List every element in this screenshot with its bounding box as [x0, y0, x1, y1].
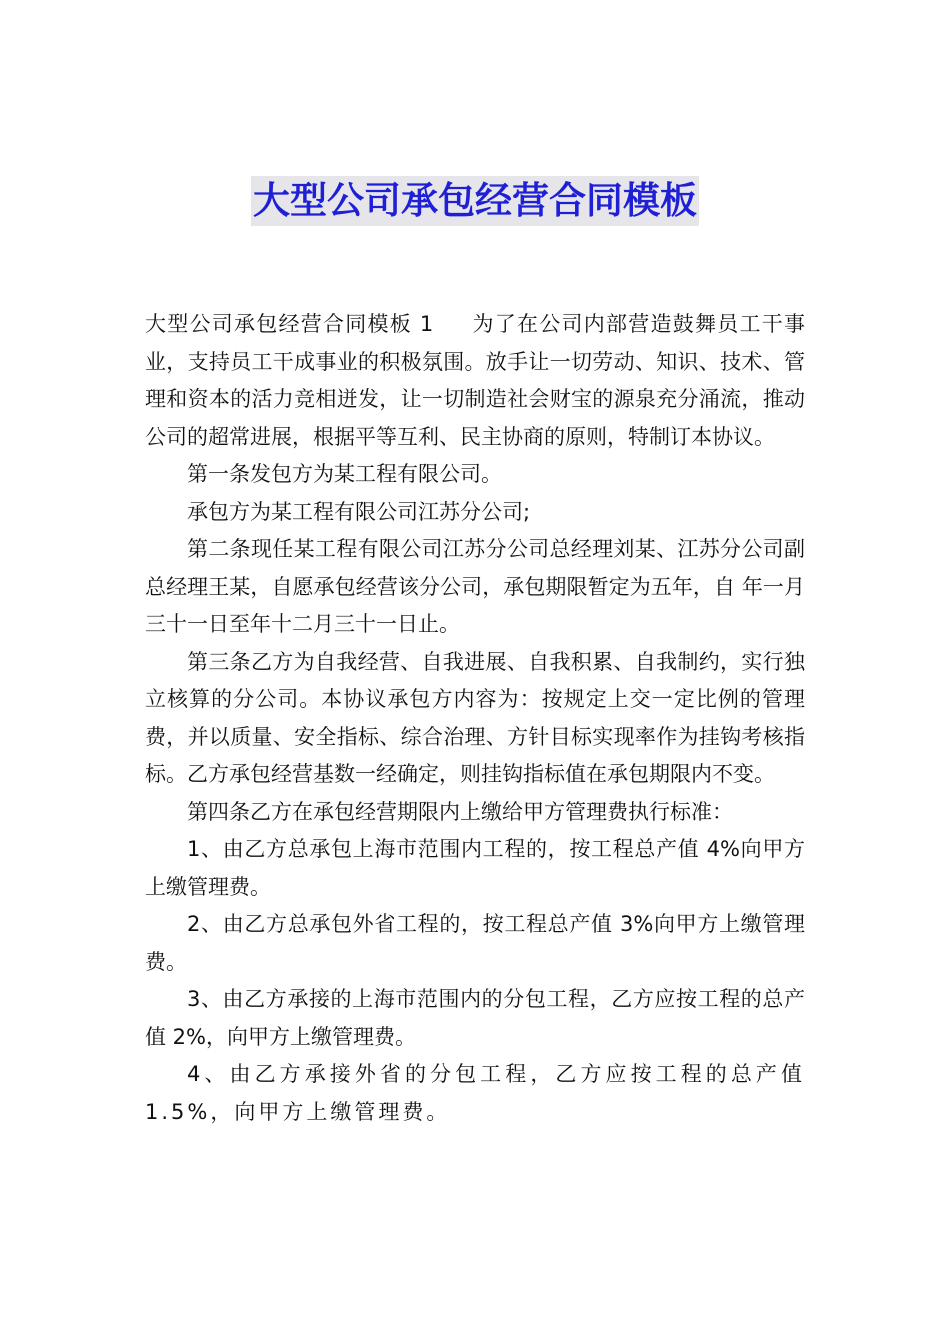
article-2-paragraph: 第二条现任某工程有限公司江苏分公司总经理刘某、江苏分公司副总经理王某，自愿承包经营该分公司，承包期限暂定为五年，自 年一月三十一日至年十二月三十一日止。	[145, 537, 805, 636]
title-container	[0, 176, 950, 226]
contractor-paragraph: 承包方为某工程有限公司江苏分公司;	[187, 499, 531, 524]
fee-item-4: 4、由乙方承接外省的分包工程，乙方应按工程的总产值 1.5%，向甲方上缴管理费。	[145, 1062, 805, 1124]
fee-item-2: 2、由乙方总承包外省工程的，按工程总产值 3%向甲方上缴管理费。	[145, 912, 805, 974]
document-body	[145, 306, 805, 1131]
article-3-paragraph: 第三条乙方为自我经营、自我进展、自我积累、自我制约，实行独立核算的分公司。本协议承包方内容为：按规定上交一定比例的管理费，并以质量、安全指标、综合治理、方针目标实现率作为挂钩考核指标。乙方承包经营基数一经确定，则挂钩指标值在承包期限内不变。	[145, 649, 805, 786]
intro-body: 为了在公司内部营造鼓舞员工干事业，支持员工干成事业的积极氛围。放手让一切劳动、知识、技术、管理和资本的活力竞相迸发，让一切制造社会财宝的源泉充分涌流，推动公司的超常进展，根据平等互利、民主协商的原则，特制订本协议。	[145, 312, 805, 449]
intro-lead: 大型公司承包经营合同模板 1	[145, 312, 434, 336]
fee-item-1: 1、由乙方总承包上海市范围内工程的，按工程总产值 4%向甲方上缴管理费。	[145, 837, 805, 899]
document-title: 大型公司承包经营合同模板	[251, 176, 699, 226]
fee-item-3: 3、由乙方承接的上海市范围内的分包工程，乙方应按工程的总产值 2%，向甲方上缴管理费。	[145, 987, 805, 1049]
article-4-paragraph: 第四条乙方在承包经营期限内上缴给甲方管理费执行标准：	[187, 799, 733, 824]
article-1-paragraph: 第一条发包方为某工程有限公司。	[187, 462, 502, 486]
intro-paragraph	[145, 306, 805, 456]
